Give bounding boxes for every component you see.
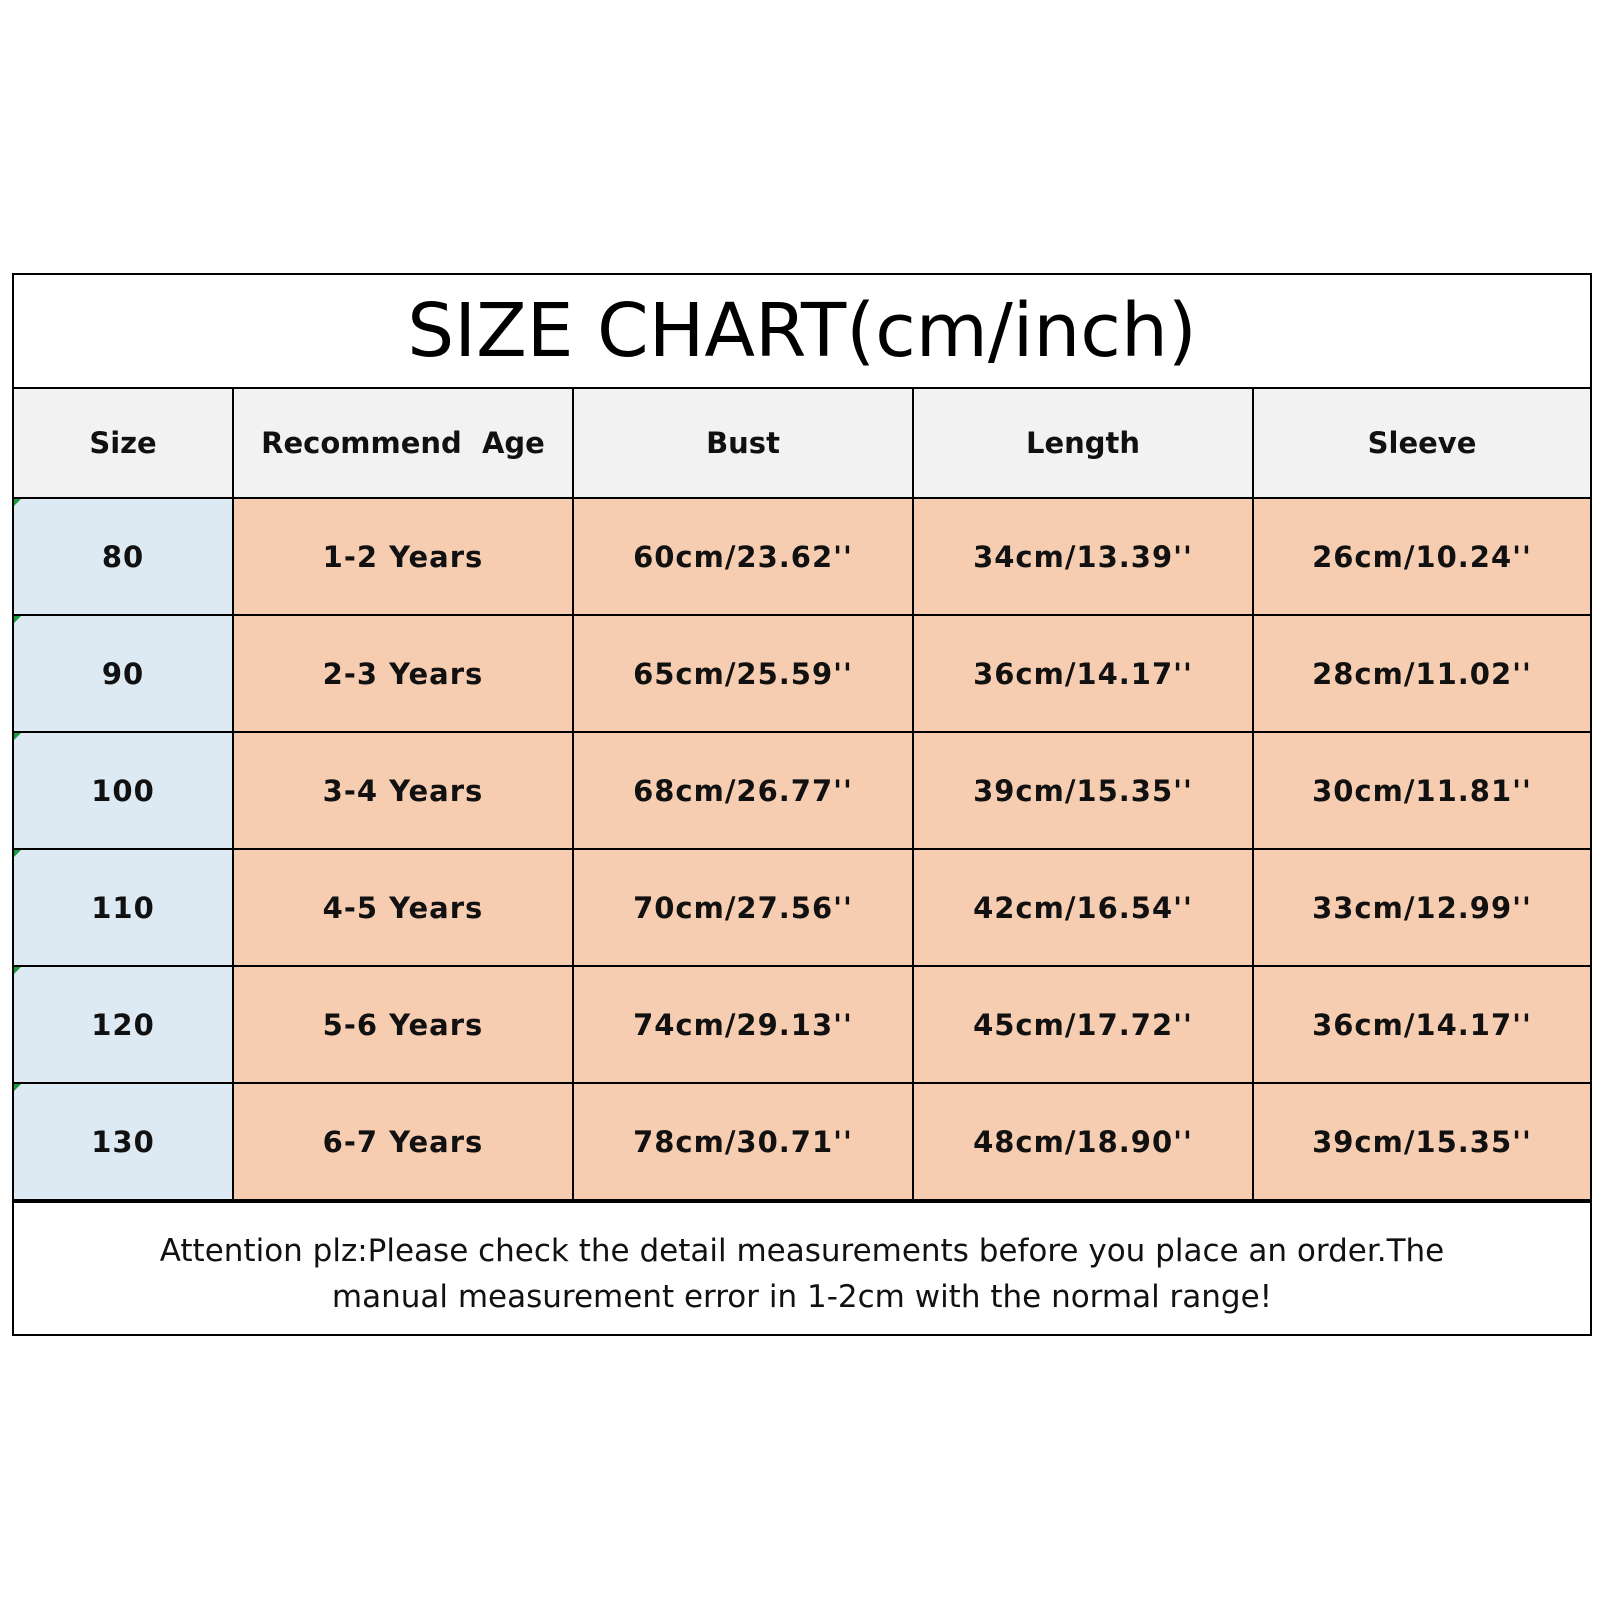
- bust-cell: 78cm/30.71'': [573, 1083, 913, 1200]
- header-length: Length: [913, 389, 1253, 498]
- header-recommend-age: Recommend Age: [233, 389, 573, 498]
- sleeve-cell: 33cm/12.99'': [1253, 849, 1590, 966]
- sleeve-cell: 26cm/10.24'': [1253, 498, 1590, 615]
- sleeve-cell: 36cm/14.17'': [1253, 966, 1590, 1083]
- cell-corner-marker: [14, 850, 21, 857]
- length-cell: 45cm/17.72'': [913, 966, 1253, 1083]
- table-row: [14, 615, 1590, 732]
- cell-corner-marker: [14, 616, 21, 623]
- age-cell: 5-6 Years: [233, 966, 573, 1083]
- length-cell: 34cm/13.39'': [913, 498, 1253, 615]
- size-cell: 110: [14, 849, 233, 966]
- size-cell: 120: [14, 966, 233, 1083]
- sleeve-cell: 28cm/11.02'': [1253, 615, 1590, 732]
- bust-cell: 60cm/23.62'': [573, 498, 913, 615]
- age-cell: 3-4 Years: [233, 732, 573, 849]
- sleeve-cell: 30cm/11.81'': [1253, 732, 1590, 849]
- size-cell: 130: [14, 1083, 233, 1200]
- header-row: [14, 389, 1590, 498]
- attention-note: Attention plz:Please check the detail measurements before you place an order.The manual measurement error in 1-2cm with the normal range!: [159, 1232, 1445, 1315]
- cell-corner-marker: [14, 1084, 21, 1091]
- table-row: [14, 849, 1590, 966]
- bust-cell: 70cm/27.56'': [573, 849, 913, 966]
- age-cell: 2-3 Years: [233, 615, 573, 732]
- chart-title: SIZE CHART(cm/inch): [407, 288, 1197, 374]
- table-row: [14, 498, 1590, 615]
- size-cell: 90: [14, 615, 233, 732]
- size-cell: 80: [14, 498, 233, 615]
- table-row: [14, 966, 1590, 1083]
- table-row: [14, 732, 1590, 849]
- cell-corner-marker: [14, 733, 21, 740]
- sleeve-cell: 39cm/15.35'': [1253, 1083, 1590, 1200]
- header-sleeve: Sleeve: [1253, 389, 1590, 498]
- length-cell: 39cm/15.35'': [913, 732, 1253, 849]
- cell-corner-marker: [14, 967, 21, 974]
- table-row: [14, 1083, 1590, 1200]
- bust-cell: 74cm/29.13'': [573, 966, 913, 1083]
- size-chart: [12, 273, 1592, 1336]
- header-size: Size: [14, 389, 233, 498]
- length-cell: 48cm/18.90'': [913, 1083, 1253, 1200]
- cell-corner-marker: [14, 499, 21, 506]
- size-cell: 100: [14, 732, 233, 849]
- bust-cell: 65cm/25.59'': [573, 615, 913, 732]
- title-row: [14, 275, 1590, 389]
- length-cell: 36cm/14.17'': [913, 615, 1253, 732]
- length-cell: 42cm/16.54'': [913, 849, 1253, 966]
- size-table: [14, 389, 1590, 1201]
- bust-cell: 68cm/26.77'': [573, 732, 913, 849]
- age-cell: 4-5 Years: [233, 849, 573, 966]
- note-row: [14, 1201, 1590, 1344]
- header-bust: Bust: [573, 389, 913, 498]
- age-cell: 1-2 Years: [233, 498, 573, 615]
- age-cell: 6-7 Years: [233, 1083, 573, 1200]
